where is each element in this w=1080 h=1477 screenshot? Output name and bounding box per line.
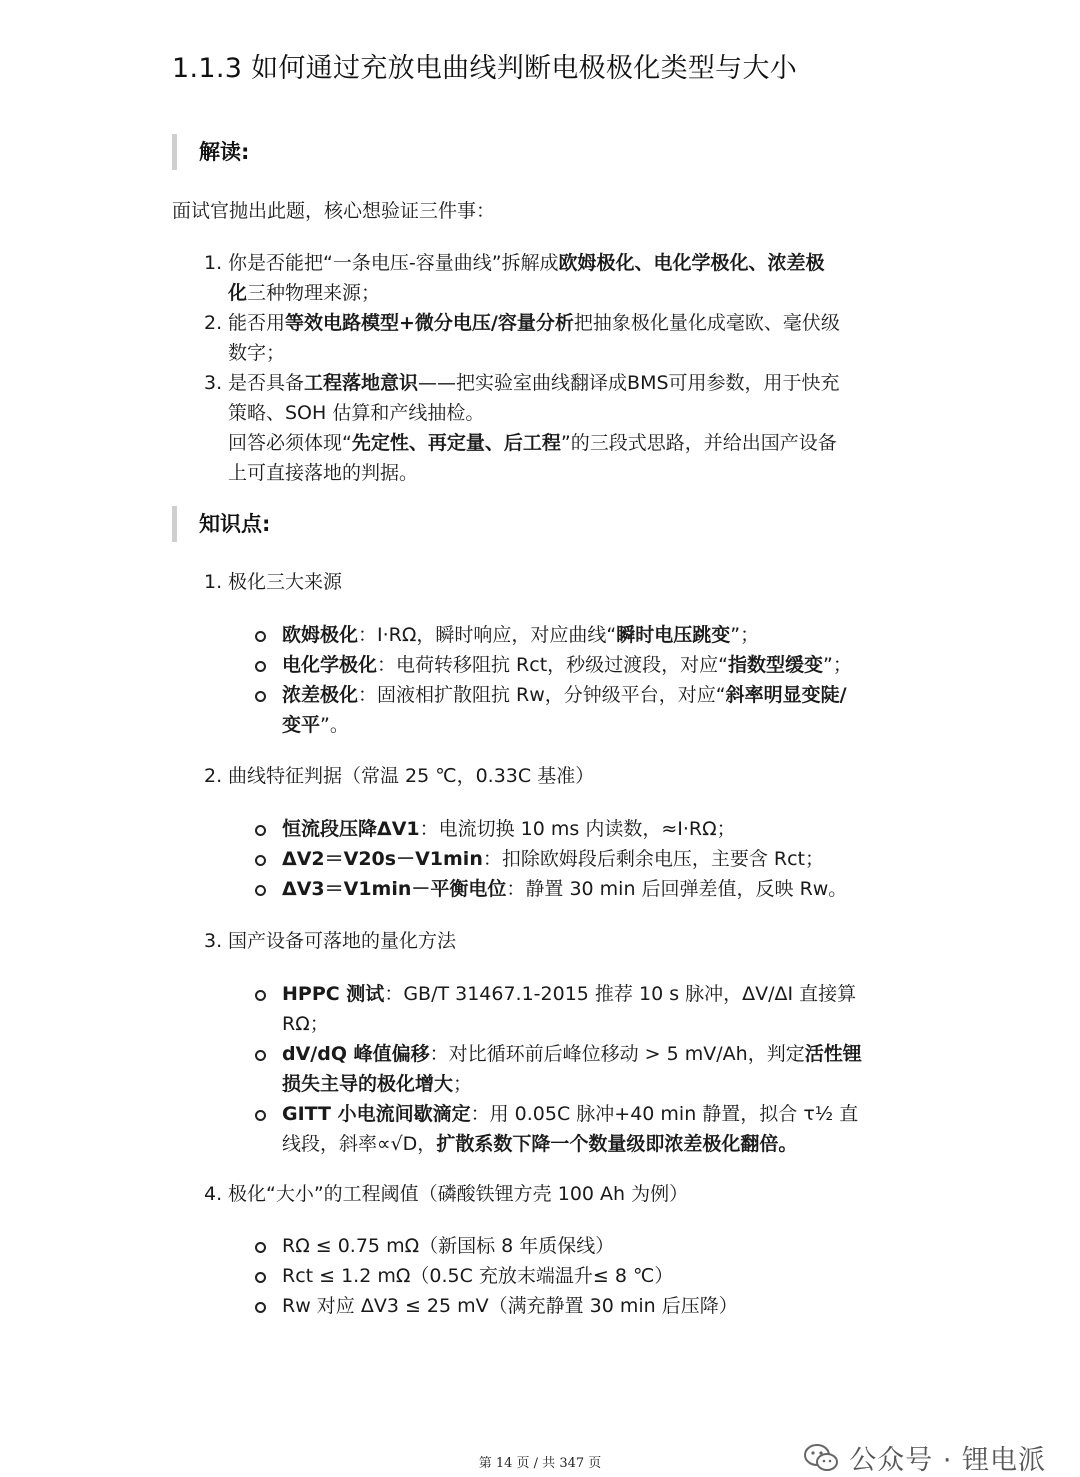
knowledge-item-3-bullets: HPPC 测试：GB/T 31467.1-2015 推荐 10 s 脉冲，ΔV/ΔI 直接算 RΩ； dV/dQ 峰值偏移：对比循环前后峰位移动 > 5 mV/Ah，判定活性锂 损失主导的极化增大； GITT 小电流间歇滴定：用 0.05C 脉冲+40 min 静置，拟合 τ½ 直 线段，斜率∝√D，扩散系数下降一个数量级即浓差极化翻倍。 <box>254 979 934 1159</box>
list-item: ΔV3＝V1min－平衡电位：静置 30 min 后回弹差值，反映 Rw。 <box>254 874 934 904</box>
list-item: RΩ ≤ 0.75 mΩ（新国标 8 年质保线） <box>254 1231 934 1261</box>
page-number: 第 14 页 / 共 347 页 <box>478 1456 602 1471</box>
list-item: 3. 是否具备工程落地意识——把实验室曲线翻译成BMS可用参数，用于快充 <box>204 372 840 394</box>
list-item: 电化学极化：电荷转移阻抗 Rct，秒级过渡段，对应“指数型缓变”； <box>254 650 934 680</box>
list-item: dV/dQ 峰值偏移：对比循环前后峰位移动 > 5 mV/Ah，判定活性锂 <box>254 1039 934 1069</box>
intro-text: 面试官抛出此题，核心想验证三件事： <box>172 200 496 222</box>
section-heading-interpretation: 解读: <box>172 134 249 170</box>
knowledge-item-3-title: 3. 国产设备可落地的量化方法 <box>204 930 457 952</box>
list-item: 浓差极化：固液相扩散阻抗 Rw，分钟级平台，对应“斜率明显变陡/ <box>254 680 934 710</box>
list-item: 1. 你是否能把“一条电压-容量曲线”拆解成欧姆极化、电化学极化、浓差极 <box>204 252 825 274</box>
answer-note: 回答必须体现“先定性、再定量、后工程”的三段式思路，并给出国产设备 <box>228 432 837 454</box>
watermark <box>803 1438 1046 1477</box>
interpretation-list: 1. 你是否能把“一条电压-容量曲线”拆解成欧姆极化、电化学极化、浓差极 化三种物理来源； 2. 能否用等效电路模型+微分电压/容量分析把抽象极化量化成毫欧、毫伏级 数字； 3. 是否具备工程落地意识——把实验室曲线翻译成BMS可用参数，用于快充 策略、SOH 估算和产线抽检。 回答必须体现“先定性、再定量、后工程”的三段式思路，并给出国产设备 上可直接落地的判据。 <box>204 248 944 488</box>
knowledge-item-1-bullets: 欧姆极化：I·RΩ，瞬时响应，对应曲线“瞬时电压跳变”； 电化学极化：电荷转移阻抗 Rct，秒级过渡段，对应“指数型缓变”； 浓差极化：固液相扩散阻抗 Rw，分钟级平台，对应“斜率明显变陡/ 变平”。 <box>254 620 934 740</box>
list-item: GITT 小电流间歇滴定：用 0.05C 脉冲+40 min 静置，拟合 τ½ 直 <box>254 1099 934 1129</box>
page-title: 1.1.3 如何通过充放电曲线判断电极极化类型与大小 <box>172 53 798 84</box>
knowledge-item-2-bullets <box>254 814 934 904</box>
section-heading-knowledge: 知识点: <box>172 506 270 542</box>
knowledge-item-4-bullets <box>254 1231 934 1321</box>
list-item: 2. 能否用等效电路模型+微分电压/容量分析把抽象极化量化成毫欧、毫伏级 <box>204 312 840 334</box>
knowledge-item-4-title: 4. 极化“大小”的工程阈值（磷酸铁锂方壳 100 Ah 为例） <box>204 1183 689 1205</box>
knowledge-item-2-title: 2. 曲线特征判据（常温 25 ℃，0.33C 基准） <box>204 765 595 787</box>
watermark-text: 公众号 · 锂电派 <box>849 1445 1046 1476</box>
list-item: ΔV2＝V20s－V1min：扣除欧姆段后剩余电压，主要含 Rct； <box>254 844 934 874</box>
list-item: 恒流段压降ΔV1：电流切换 10 ms 内读数，≈I·RΩ； <box>254 814 934 844</box>
list-item: Rw 对应 ΔV3 ≤ 25 mV（满充静置 30 min 后压降） <box>254 1291 934 1321</box>
knowledge-item-1-title: 1. 极化三大来源 <box>204 571 343 593</box>
list-item: 欧姆极化：I·RΩ，瞬时响应，对应曲线“瞬时电压跳变”； <box>254 620 934 650</box>
wechat-icon <box>803 1443 839 1473</box>
list-item: HPPC 测试：GB/T 31467.1-2015 推荐 10 s 脉冲，ΔV/ΔI 直接算 <box>254 979 934 1009</box>
list-item: Rct ≤ 1.2 mΩ（0.5C 充放末端温升≤ 8 ℃） <box>254 1261 934 1291</box>
